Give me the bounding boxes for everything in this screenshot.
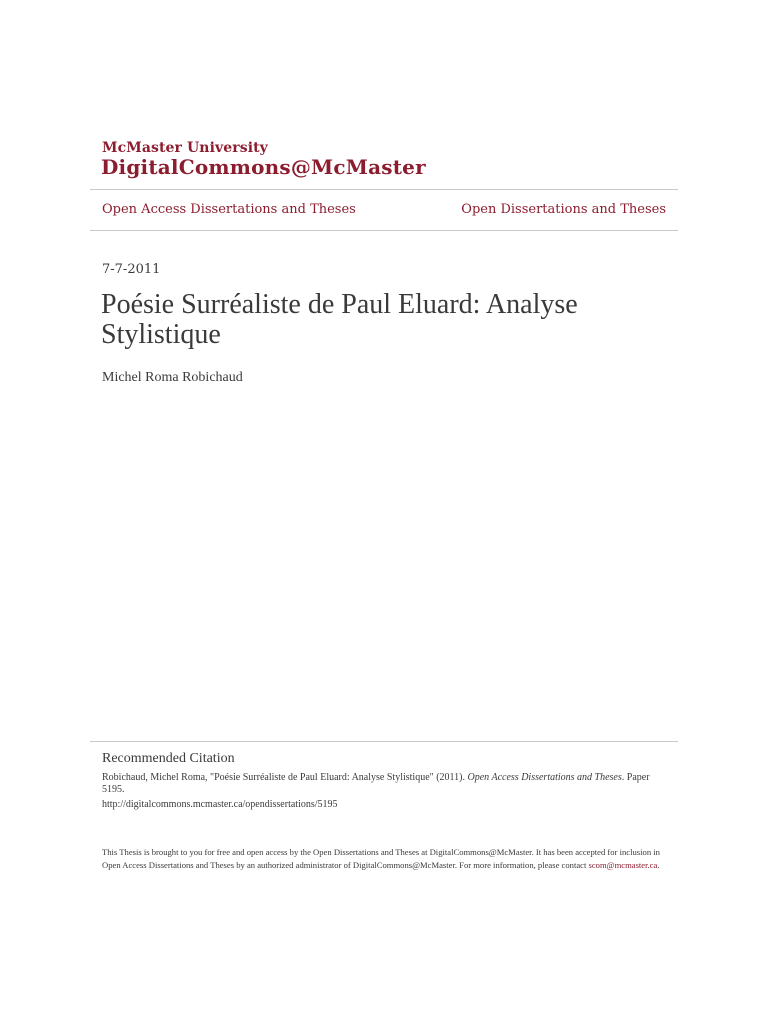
access-notice bbox=[102, 846, 674, 872]
citation-series: Open Access Dissertations and Theses bbox=[467, 772, 622, 783]
contact-email-link[interactable]: scom@mcmaster.ca bbox=[588, 860, 658, 870]
notice-text: This Thesis is brought to you for free and open access by the Open Dissertations and Theses at DigitalCommons@McMaster. It has been accepted for inclusion in Open Access Dissertations and Theses by an authorized administrator of DigitalCommons@McMaster. For more information, please contact bbox=[102, 847, 660, 870]
notice-end: . bbox=[657, 860, 660, 870]
institution-name: McMaster University bbox=[102, 140, 268, 156]
series-link[interactable]: Open Dissertations and Theses bbox=[461, 202, 666, 217]
citation-text-after: . Paper 5195. bbox=[102, 772, 650, 795]
document-title: Poésie Surréaliste de Paul Eluard: Analyse Stylistique bbox=[101, 289, 578, 350]
publication-date: 7-7-2011 bbox=[102, 262, 161, 277]
citation-url: http://digitalcommons.mcmaster.ca/opendissertations/5195 bbox=[102, 799, 338, 810]
divider-top bbox=[90, 189, 678, 190]
author-name: Michel Roma Robichaud bbox=[102, 370, 243, 385]
divider-nav bbox=[90, 230, 678, 231]
collection-link[interactable]: Open Access Dissertations and Theses bbox=[102, 202, 356, 217]
citation-heading: Recommended Citation bbox=[102, 751, 235, 766]
citation-text-before: Robichaud, Michel Roma, "Poésie Surréaliste de Paul Eluard: Analyse Stylistique" (2011). bbox=[102, 772, 468, 783]
repository-name: DigitalCommons@McMaster bbox=[101, 155, 426, 179]
citation-text bbox=[102, 772, 672, 796]
divider-citation bbox=[90, 741, 678, 742]
